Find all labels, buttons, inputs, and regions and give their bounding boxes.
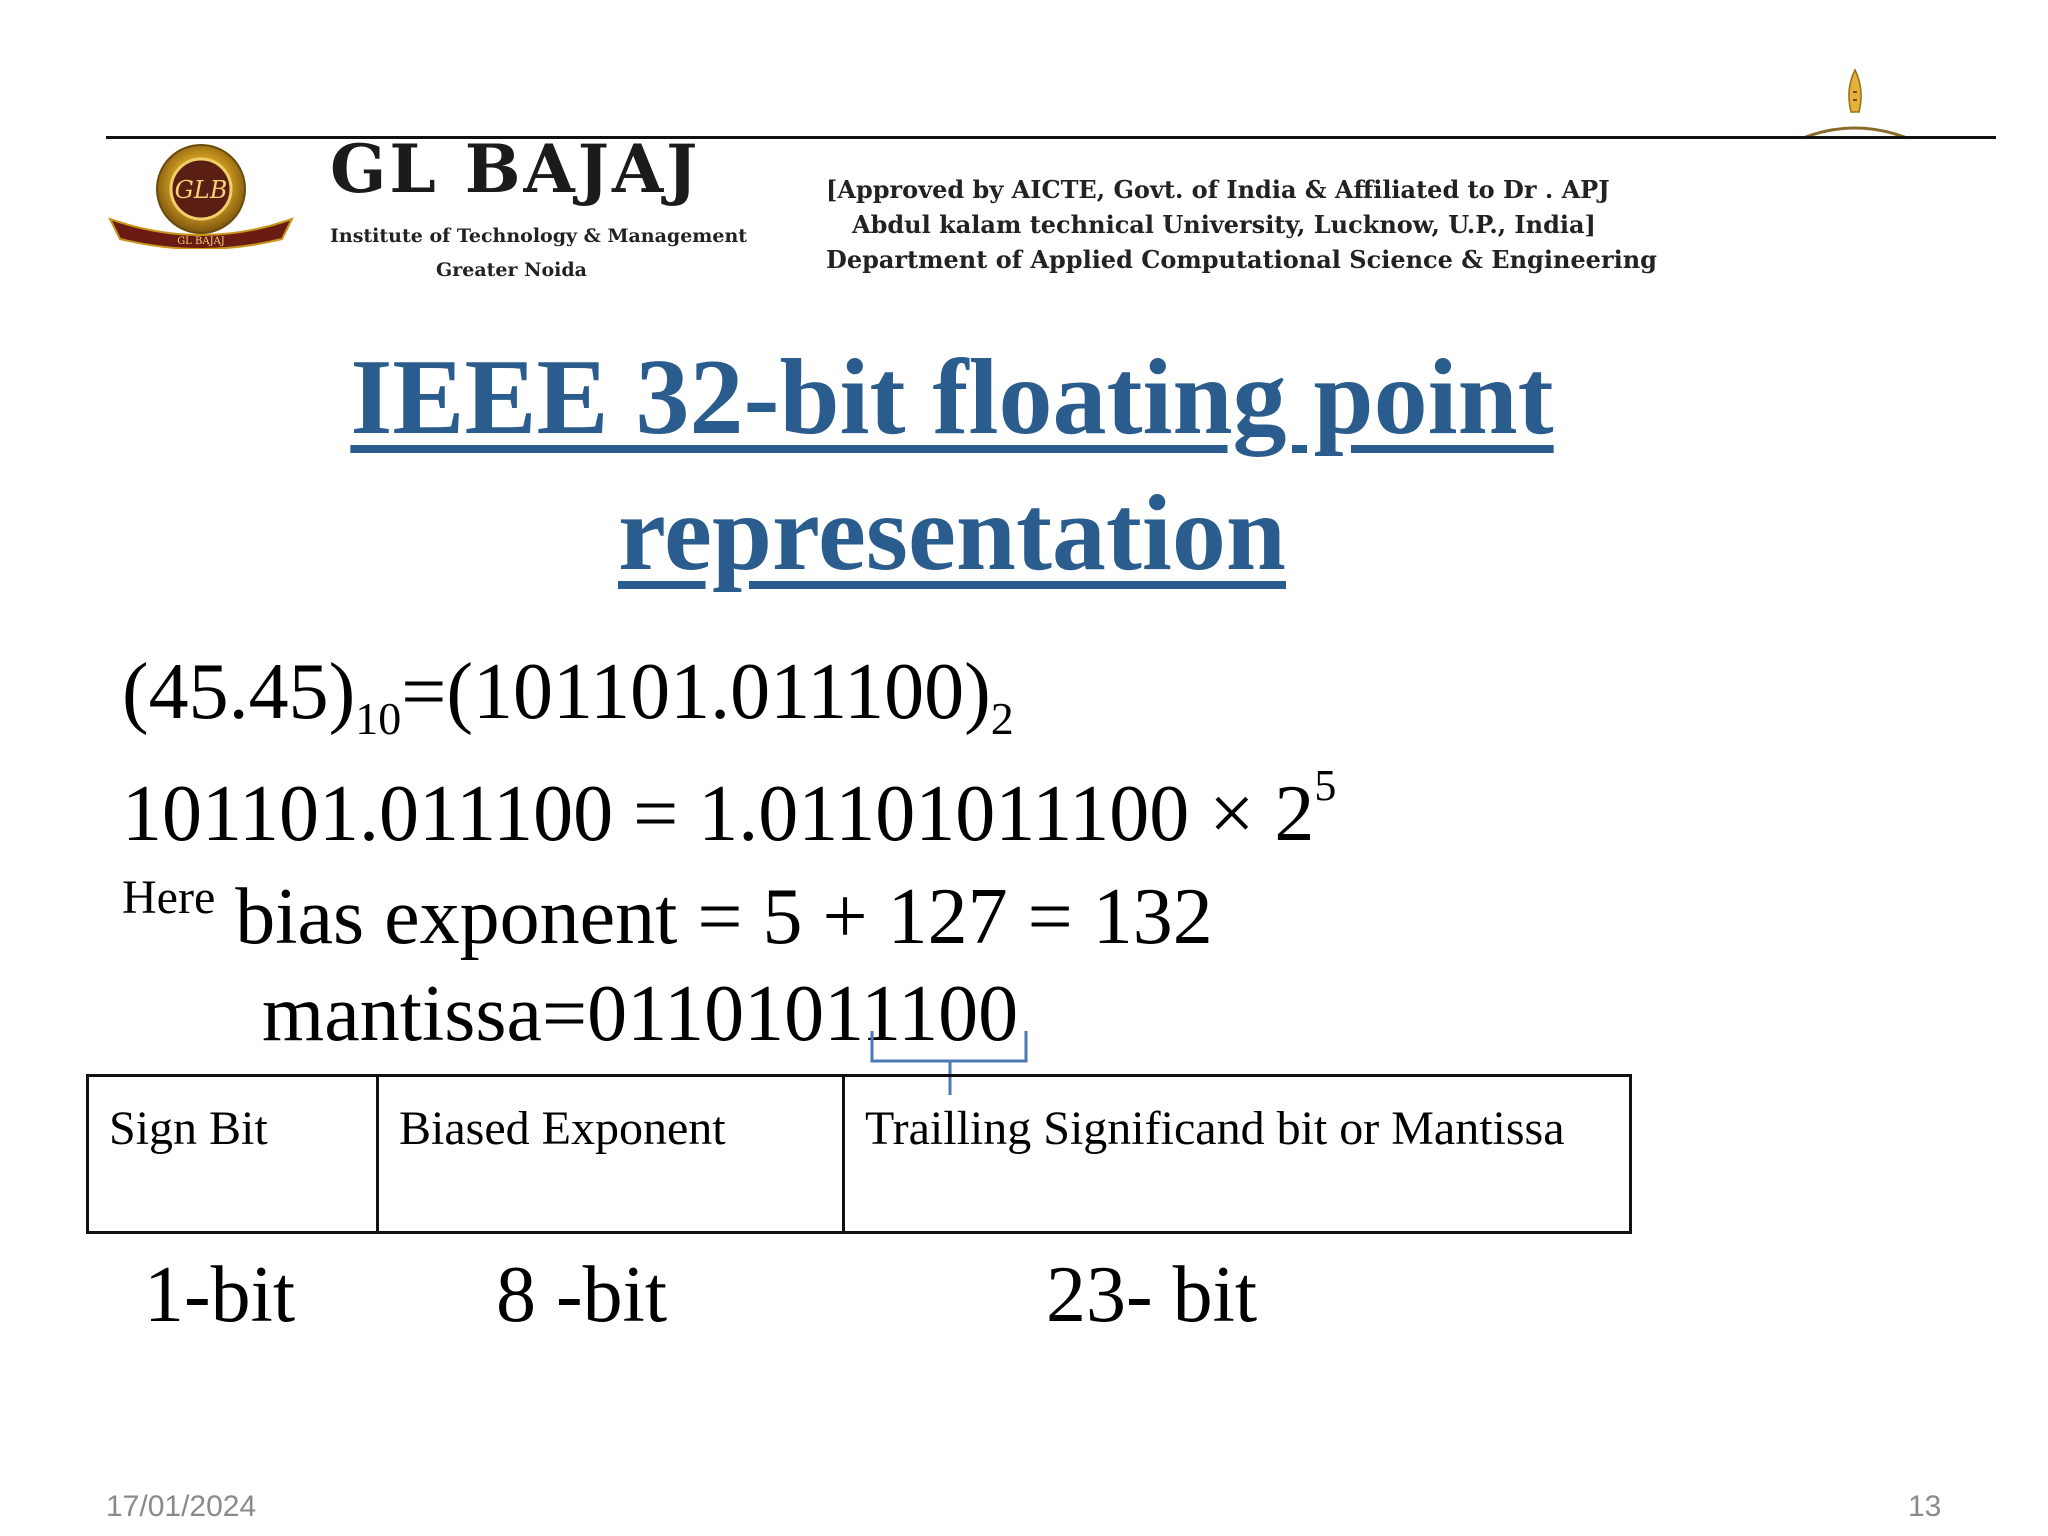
decimal-value: (45.45) bbox=[122, 648, 356, 736]
svg-text:GLB: GLB bbox=[174, 176, 228, 204]
exponent-value: 5 bbox=[1314, 761, 1337, 810]
institute-location: Greater Noida bbox=[436, 259, 587, 281]
slide-title bbox=[0, 330, 1904, 602]
binary-base: 2 bbox=[990, 693, 1014, 744]
institute-name: Institute of Technology & Management bbox=[330, 225, 748, 247]
normalized-form: 101101.011100 = 1.01101011100 × 2 bbox=[122, 770, 1315, 858]
mantissa-bit-width: 23- bit bbox=[1046, 1251, 1258, 1339]
gl-bajaj-emblem-logo bbox=[106, 141, 296, 249]
binary-value: =(101101.011100) bbox=[401, 648, 991, 736]
approval-line-2: Abdul kalam technical University, Lucknow, U.P., India] bbox=[852, 210, 1596, 239]
department-line: Department of Applied Computational Science & Engineering bbox=[826, 245, 1657, 274]
approval-line-1: [Approved by AICTE, Govt. of India & Affiliated to Dr . APJ bbox=[826, 175, 1610, 204]
sign-bit-width: 1-bit bbox=[144, 1251, 296, 1339]
svg-text:GL BAJAJ: GL BAJAJ bbox=[177, 236, 225, 247]
slide-date: 17/01/2024 bbox=[106, 1490, 257, 1523]
decimal-base: 10 bbox=[355, 693, 402, 744]
float-format-table bbox=[86, 1074, 1632, 1234]
lamp-icon bbox=[1795, 62, 1915, 142]
exponent-bit-width: 8 -bit bbox=[496, 1251, 668, 1339]
sign-bit-cell: Sign Bit bbox=[89, 1077, 379, 1231]
institute-brand: GL BAJAJ bbox=[330, 130, 701, 208]
mantissa-line: mantissa=01101011100 bbox=[262, 970, 1019, 1058]
normalized-equation bbox=[122, 761, 1337, 858]
here-label: Here bbox=[122, 871, 216, 924]
approval-statement bbox=[826, 172, 1657, 277]
title-line-1: IEEE 32-bit floating point bbox=[350, 338, 1554, 457]
title-line-2: representation bbox=[618, 474, 1286, 593]
bias-exponent-text: bias exponent = 5 + 127 = 132 bbox=[235, 873, 1213, 961]
slide-number: 13 bbox=[1908, 1490, 1942, 1523]
conversion-equation bbox=[122, 648, 1014, 744]
bias-exponent-equation bbox=[122, 871, 1213, 961]
biased-exponent-cell: Biased Exponent bbox=[379, 1077, 845, 1231]
mantissa-cell: Trailling Significand bit or Mantissa bbox=[865, 1102, 1565, 1155]
